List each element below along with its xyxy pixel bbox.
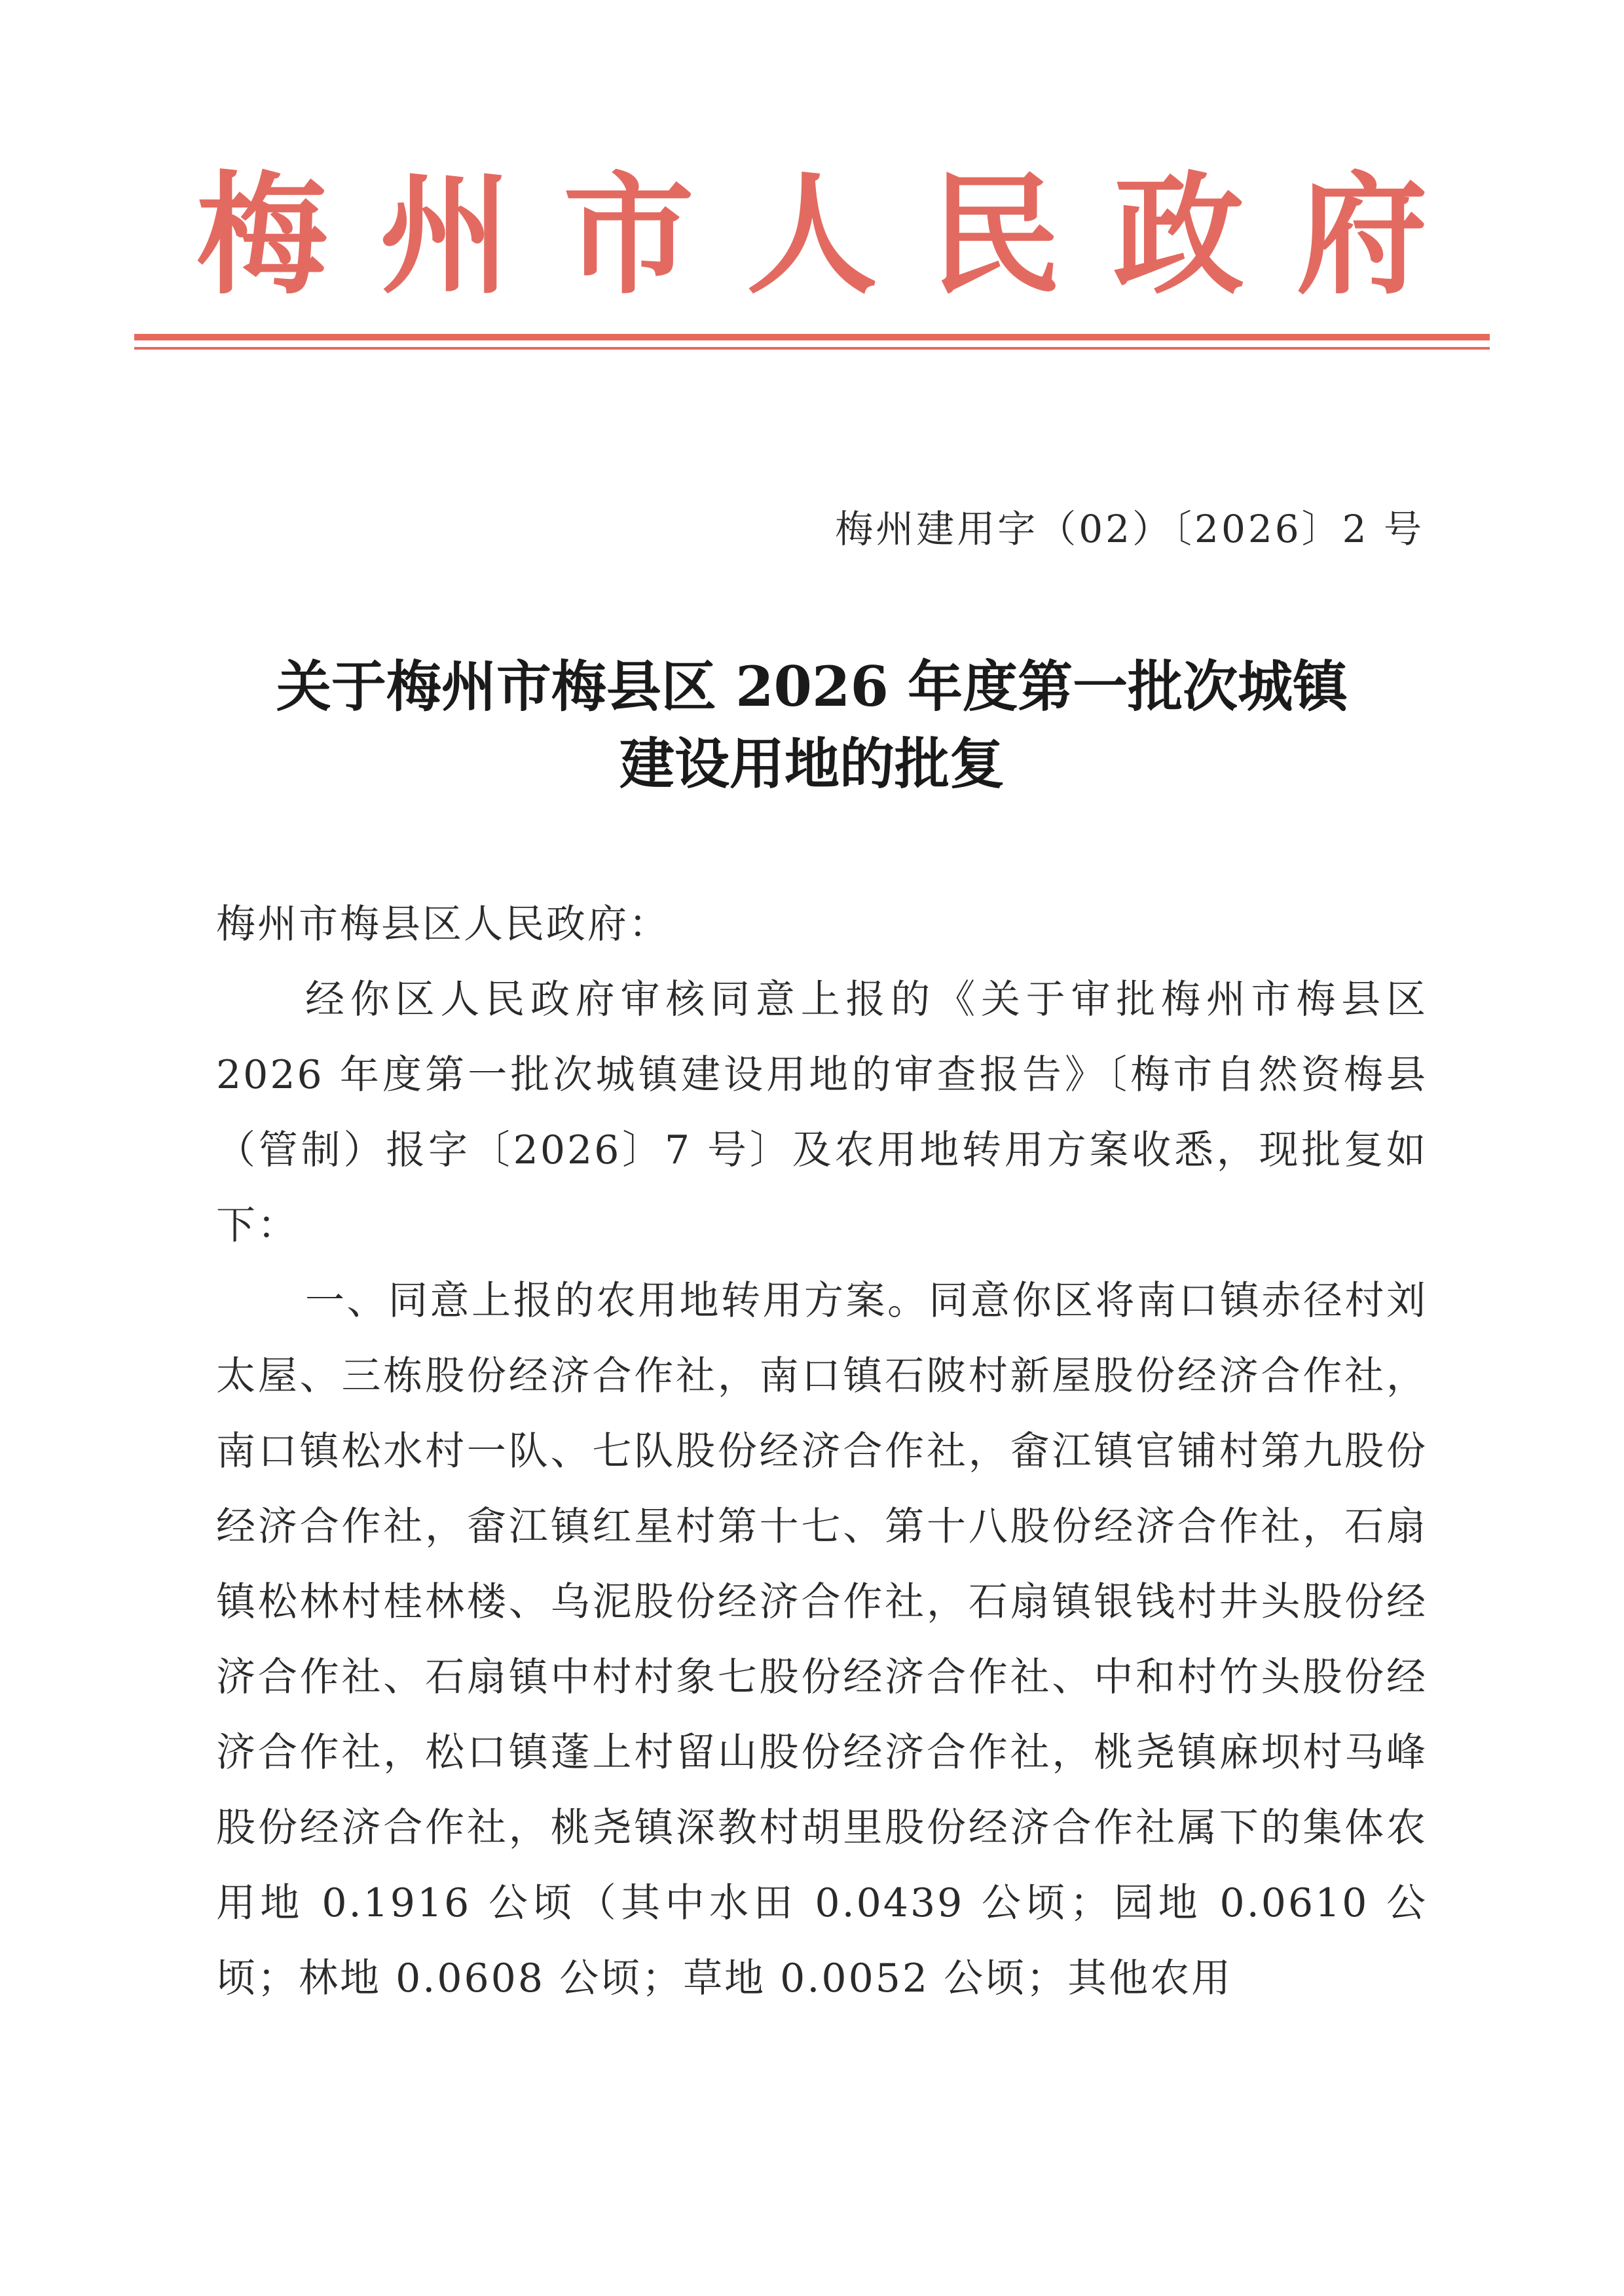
paragraph: 一、同意上报的农用地转用方案。同意你区将南口镇赤径村刘太屋、三栋股份经济合作社，南口镇石陂村新屋股份经济合作社，南口镇松水村一队、七队股份经济合作社，畲江镇官铺村第九股份经济合作社，畲江镇红星村第十七、第十八股份经济合作社，石扇镇松林村桂林楼、乌泥股份经济合作社，石扇镇银钱村井头股份经济合作社、石扇镇中村村象七股份经济合作社、中和村竹头股份经济合作社，松口镇蓬上村留山股份经济合作社，桃尧镇麻坝村马峰股份经济合作社，桃尧镇深教村胡里股份经济合作社属下的集体农用地 0.1916 公顷（其中水田 0.0439 公顷；园地 0.0610 公顷；林地 0.0608 公顷；草地 0.0052 公顷；其他农用 (216, 1278, 1428, 2001)
paragraph: 经你区人民政府审核同意上报的《关于审批梅州市梅县区 2026 年度第一批次城镇建设用地的审查报告》〔梅市自然资梅县（管制）报字〔2026〕7 号〕及农用地转用方案收悉，现批复如下： (216, 977, 1428, 1248)
masthead-rule-thin (134, 347, 1490, 350)
masthead-char: 人 (746, 158, 877, 312)
masthead (196, 157, 1428, 314)
document-number: 梅州建用字（02）〔2026〕2 号 (835, 507, 1424, 551)
masthead-char: 市 (563, 158, 694, 312)
masthead-char: 州 (379, 158, 511, 312)
document-body (216, 887, 1428, 2016)
masthead-rule-thick (134, 334, 1490, 340)
title-line-2: 建设用地的批复 (619, 731, 1005, 796)
masthead-char: 府 (1296, 158, 1428, 312)
title-line-1: 关于梅州市梅县区 2026 年度第一批次城镇 (276, 654, 1348, 719)
document-title (196, 648, 1428, 803)
masthead-char: 政 (1113, 158, 1244, 312)
salutation: 梅州市梅县区人民政府： (216, 902, 670, 947)
masthead-char: 梅 (196, 158, 328, 312)
masthead-char: 民 (929, 158, 1061, 312)
